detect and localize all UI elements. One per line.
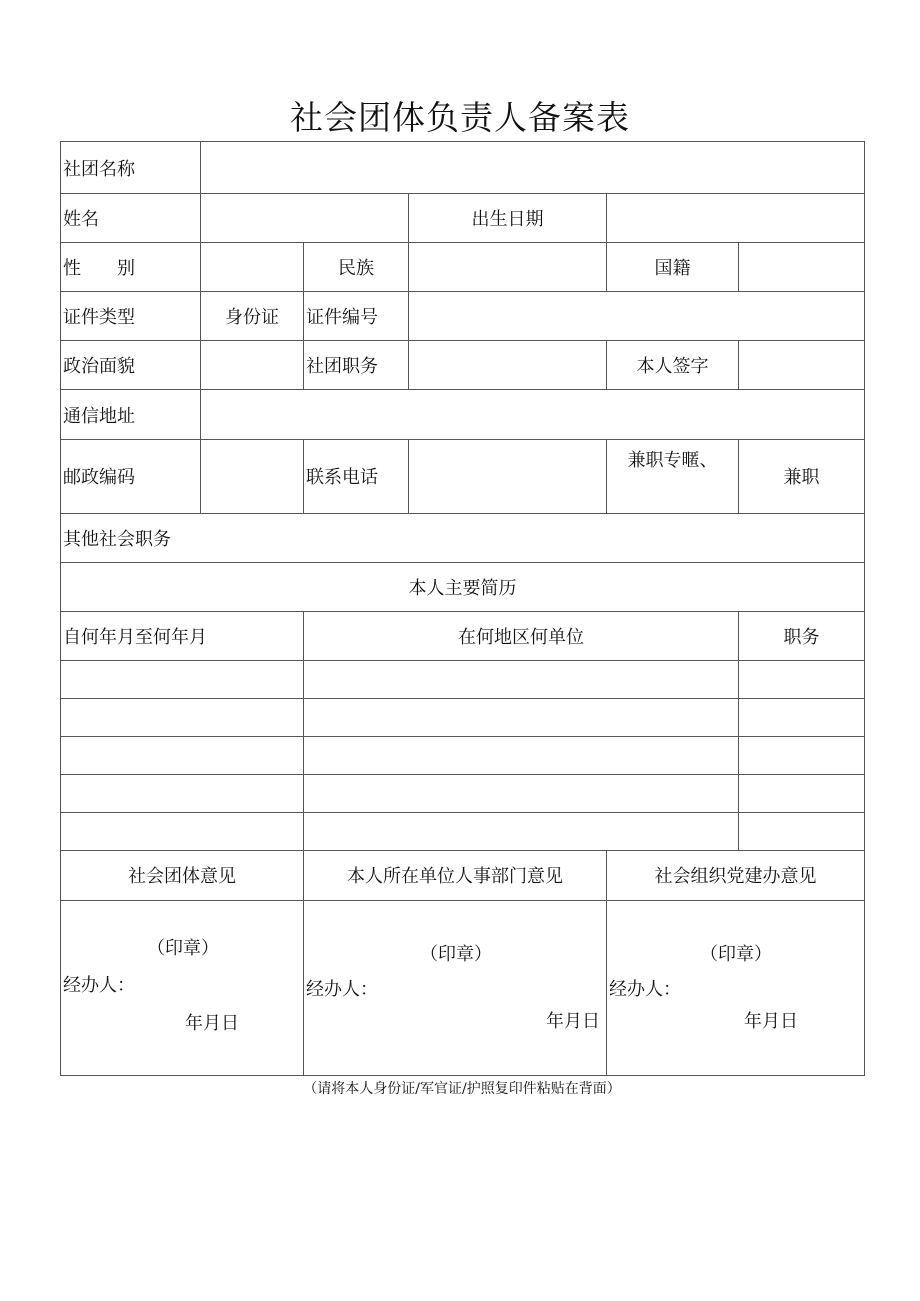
postcode-label: 邮政编码: [61, 439, 201, 513]
political-status-label: 政治面貌: [61, 341, 201, 390]
opinion-header-org: 社会团体意见: [61, 851, 304, 900]
resume-duty-cell[interactable]: [739, 661, 865, 699]
row-opinion-signatures: [61, 900, 865, 1076]
birth-date-field[interactable]: [607, 194, 865, 243]
resume-duty-cell[interactable]: [739, 775, 865, 813]
resume-place-cell[interactable]: [304, 813, 739, 851]
org-name-field[interactable]: [201, 142, 865, 194]
opinion-org-cell[interactable]: [61, 900, 304, 1076]
resume-duty-cell[interactable]: [739, 699, 865, 737]
row-address: [61, 390, 865, 439]
other-roles-label[interactable]: 其他社会职务: [61, 513, 865, 562]
row-org-name: [61, 142, 865, 194]
id-type-label: 证件类型: [61, 292, 201, 341]
row-resume-header: [61, 562, 865, 611]
footer-note: （请将本人身份证/军官证/护照复印件粘贴在背面）: [303, 1081, 621, 1097]
signature-label: 本人签字: [607, 341, 739, 390]
name-field[interactable]: [201, 194, 409, 243]
resume-row: [61, 775, 865, 813]
parttime-value[interactable]: 兼职: [739, 439, 865, 513]
resume-col-place: 在何地区何单位: [304, 611, 739, 660]
postcode-field[interactable]: [201, 439, 304, 513]
signature-field[interactable]: [739, 341, 865, 390]
seal-label: （印章）: [147, 937, 219, 959]
row-gender: [61, 243, 865, 292]
gender-label: 性 别: [61, 243, 201, 292]
resume-row: [61, 737, 865, 775]
ethnicity-label: 民族: [304, 243, 409, 292]
handler-label: 经办人：: [306, 978, 378, 1000]
org-position-label: 社团职务: [304, 341, 409, 390]
resume-col-period: 自何年月至何年月: [61, 611, 304, 660]
ethnicity-field[interactable]: [409, 243, 607, 292]
resume-place-cell[interactable]: [304, 737, 739, 775]
resume-period-cell[interactable]: [61, 737, 304, 775]
row-name: [61, 194, 865, 243]
registration-form-table: [60, 141, 865, 1076]
org-name-label: 社团名称: [61, 142, 201, 194]
resume-duty-cell[interactable]: [739, 737, 865, 775]
name-label: 姓名: [61, 194, 201, 243]
resume-row: [61, 813, 865, 851]
date-label: 年月日: [546, 1010, 600, 1032]
date-label: 年月日: [185, 1012, 239, 1034]
resume-col-duty: 职务: [739, 611, 865, 660]
id-type-value[interactable]: 身份证: [201, 292, 304, 341]
row-postcode: [61, 439, 865, 513]
political-status-field[interactable]: [201, 341, 304, 390]
resume-header: 本人主要简历: [61, 562, 865, 611]
address-label: 通信地址: [61, 390, 201, 439]
nationality-field[interactable]: [739, 243, 865, 292]
seal-label: （印章）: [700, 943, 772, 965]
seal-label: （印章）: [420, 943, 492, 965]
resume-period-cell[interactable]: [61, 775, 304, 813]
id-number-field[interactable]: [409, 292, 865, 341]
resume-duty-cell[interactable]: [739, 813, 865, 851]
gender-field[interactable]: [201, 243, 304, 292]
id-number-label: 证件编号: [304, 292, 409, 341]
handler-label: 经办人：: [63, 974, 135, 996]
resume-period-cell[interactable]: [61, 699, 304, 737]
nationality-label: 国籍: [607, 243, 739, 292]
phone-label: 联系电话: [304, 439, 409, 513]
opinion-employer-cell[interactable]: [304, 900, 607, 1076]
resume-period-cell[interactable]: [61, 661, 304, 699]
row-opinion-headers: [61, 851, 865, 900]
opinion-party-cell[interactable]: [607, 900, 865, 1076]
birth-date-label: 出生日期: [409, 194, 607, 243]
opinion-header-employer: 本人所在单位人事部门意见: [304, 851, 607, 900]
parttime-label: 兼职专暱、: [607, 439, 739, 513]
opinion-header-party: 社会组织党建办意见: [607, 851, 865, 900]
resume-place-cell[interactable]: [304, 699, 739, 737]
row-other-roles: [61, 513, 865, 562]
org-position-field[interactable]: [409, 341, 607, 390]
row-id: [61, 292, 865, 341]
phone-field[interactable]: [409, 439, 607, 513]
row-political: [61, 341, 865, 390]
resume-place-cell[interactable]: [304, 775, 739, 813]
date-label: 年月日: [744, 1010, 798, 1032]
resume-row: [61, 699, 865, 737]
resume-row: [61, 661, 865, 699]
form-title: 社会团体负责人备案表: [290, 98, 630, 137]
resume-period-cell[interactable]: [61, 813, 304, 851]
handler-label: 经办人：: [609, 978, 681, 1000]
resume-place-cell[interactable]: [304, 661, 739, 699]
row-resume-columns: [61, 611, 865, 660]
address-field[interactable]: [201, 390, 865, 439]
